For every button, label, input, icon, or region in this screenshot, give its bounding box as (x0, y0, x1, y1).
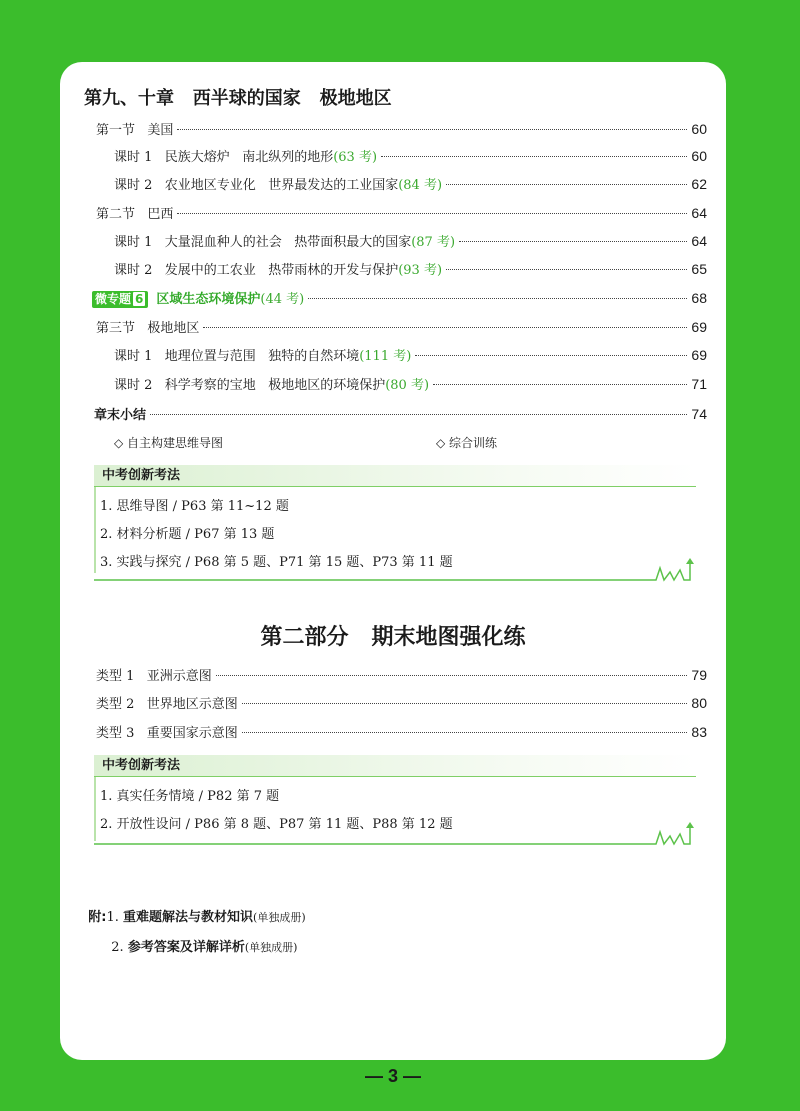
appendix-item[interactable] (103, 921, 297, 955)
exam-count: (93 考) (398, 263, 443, 278)
dot-leader (242, 732, 688, 733)
toc-entry-text: 课时 1 大量混血种人的社会 热带面积最大的国家 (114, 235, 412, 250)
appendix-number: 2. (111, 940, 124, 955)
toc-page-number: 62 (691, 176, 707, 192)
toc-entry-text: 课时 1 民族大熔炉 南北纵列的地形 (114, 150, 334, 165)
toc-page-number: 74 (691, 406, 707, 422)
toc-entry-map-type[interactable] (96, 693, 707, 713)
heartbeat-line-icon (94, 556, 698, 582)
innovation-item: 2. 开放性设问 / P86 第 8 题、P87 第 11 题、P88 第 12 题 (100, 817, 453, 832)
innovation-heading: 中考创新考法 (94, 465, 696, 487)
exam-count: (84 考) (398, 178, 443, 193)
appendix-label: 附: (88, 910, 107, 925)
toc-entry-text: 区域生态环境保护 (156, 292, 261, 307)
appendix-text: 参考答案及详解详析 (127, 940, 245, 955)
chapter-title: 第九、十章 西半球的国家 极地地区 (84, 88, 392, 109)
badge-number: 6 (135, 292, 144, 306)
toc-entry-lesson[interactable] (114, 374, 707, 394)
toc-page-number: 71 (691, 376, 707, 392)
exam-count: (80 考) (385, 378, 430, 393)
toc-entry-text: 课时 2 发展中的工农业 热带雨林的开发与保护 (114, 263, 399, 278)
dot-leader (459, 241, 687, 242)
heartbeat-line-icon (94, 820, 698, 846)
innovation-heading: 中考创新考法 (94, 755, 696, 777)
dot-leader (177, 129, 687, 130)
page-number: — 3 — (364, 1066, 421, 1086)
toc-page-number: 79 (691, 667, 707, 683)
toc-entry-map-type[interactable] (96, 722, 707, 742)
toc-page-number: 60 (691, 121, 707, 137)
dot-leader (150, 414, 687, 415)
toc-entry-text: 课时 2 科学考察的宝地 极地地区的环境保护 (114, 378, 386, 393)
toc-page-number: 65 (691, 261, 707, 277)
toc-page-number: 64 (691, 205, 707, 221)
toc-entry-lesson[interactable] (114, 146, 707, 166)
dot-leader (381, 156, 687, 157)
dot-leader (415, 355, 687, 356)
toc-entry-map-type[interactable] (96, 665, 707, 685)
innovation-item: 2. 材料分析题 / P67 第 13 题 (100, 527, 275, 542)
toc-entry-lesson[interactable] (114, 259, 707, 279)
appendix-note: (单独成册) (244, 941, 298, 954)
dot-leader (433, 384, 687, 385)
toc-entry-text: 类型 2 世界地区示意图 (96, 697, 238, 712)
exam-count: (63 考) (333, 150, 378, 165)
exam-count: (87 考) (411, 235, 456, 250)
toc-page-number: 69 (691, 347, 707, 363)
appendix-text: 重难题解法与教材知识 (123, 910, 254, 925)
innovation-item: 1. 思维导图 / P63 第 11~12 题 (100, 499, 289, 514)
dot-leader (308, 298, 687, 299)
toc-page-number: 64 (691, 233, 707, 249)
toc-entry-text: 类型 1 亚洲示意图 (96, 669, 212, 684)
toc-entry-section-2[interactable] (96, 203, 707, 223)
dot-leader (203, 327, 687, 328)
toc-entry-section-1[interactable] (96, 119, 707, 139)
appendix-item[interactable] (80, 891, 306, 925)
toc-entry-chapter-summary[interactable] (94, 404, 707, 424)
summary-item-training: ◇ 综合训练 (436, 436, 498, 450)
summary-item-mind-map: ◇ 自主构建思维导图 (114, 436, 224, 450)
toc-page-number: 83 (691, 724, 707, 740)
exam-count: (111 考) (359, 349, 412, 364)
micro-topic-badge (92, 291, 148, 308)
toc-entry-text: 类型 3 重要国家示意图 (96, 726, 238, 741)
toc-page-number: 69 (691, 319, 707, 335)
toc-page-number: 80 (691, 695, 707, 711)
dot-leader (446, 184, 687, 185)
toc-page-number: 68 (691, 290, 707, 306)
dot-leader (216, 675, 688, 676)
toc-entry-text: 章末小结 (94, 408, 147, 423)
appendix-number: 1. (106, 910, 119, 925)
exam-count: (44 考) (260, 292, 305, 307)
toc-entry-section-3[interactable] (96, 317, 707, 337)
appendix-note: (单独成册) (253, 911, 306, 924)
toc-entry-lesson[interactable] (114, 345, 707, 365)
toc-entry-micro-topic[interactable] (92, 288, 707, 308)
toc-entry-text: 第三节 极地地区 (96, 321, 200, 336)
innovation-item: 3. 实践与探究 / P68 第 5 题、P71 第 15 题、P73 第 11 题 (100, 555, 453, 570)
dot-leader (177, 213, 687, 214)
toc-entry-text: 第二节 巴西 (96, 207, 174, 222)
toc-page-number: 60 (691, 148, 707, 164)
part-title: 第二部分 期末地图强化练 (260, 625, 526, 650)
badge-label: 微专题 (95, 292, 132, 306)
toc-entry-lesson[interactable] (114, 231, 707, 251)
toc-entry-text: 第一节 美国 (96, 123, 174, 138)
toc-entry-text: 课时 2 农业地区专业化 世界最发达的工业国家 (114, 178, 399, 193)
dot-leader (242, 703, 688, 704)
toc-entry-text: 课时 1 地理位置与范围 独特的自然环境 (114, 349, 360, 364)
innovation-item: 1. 真实任务情境 / P82 第 7 题 (100, 789, 280, 804)
toc-entry-lesson[interactable] (114, 174, 707, 194)
dot-leader (446, 269, 687, 270)
